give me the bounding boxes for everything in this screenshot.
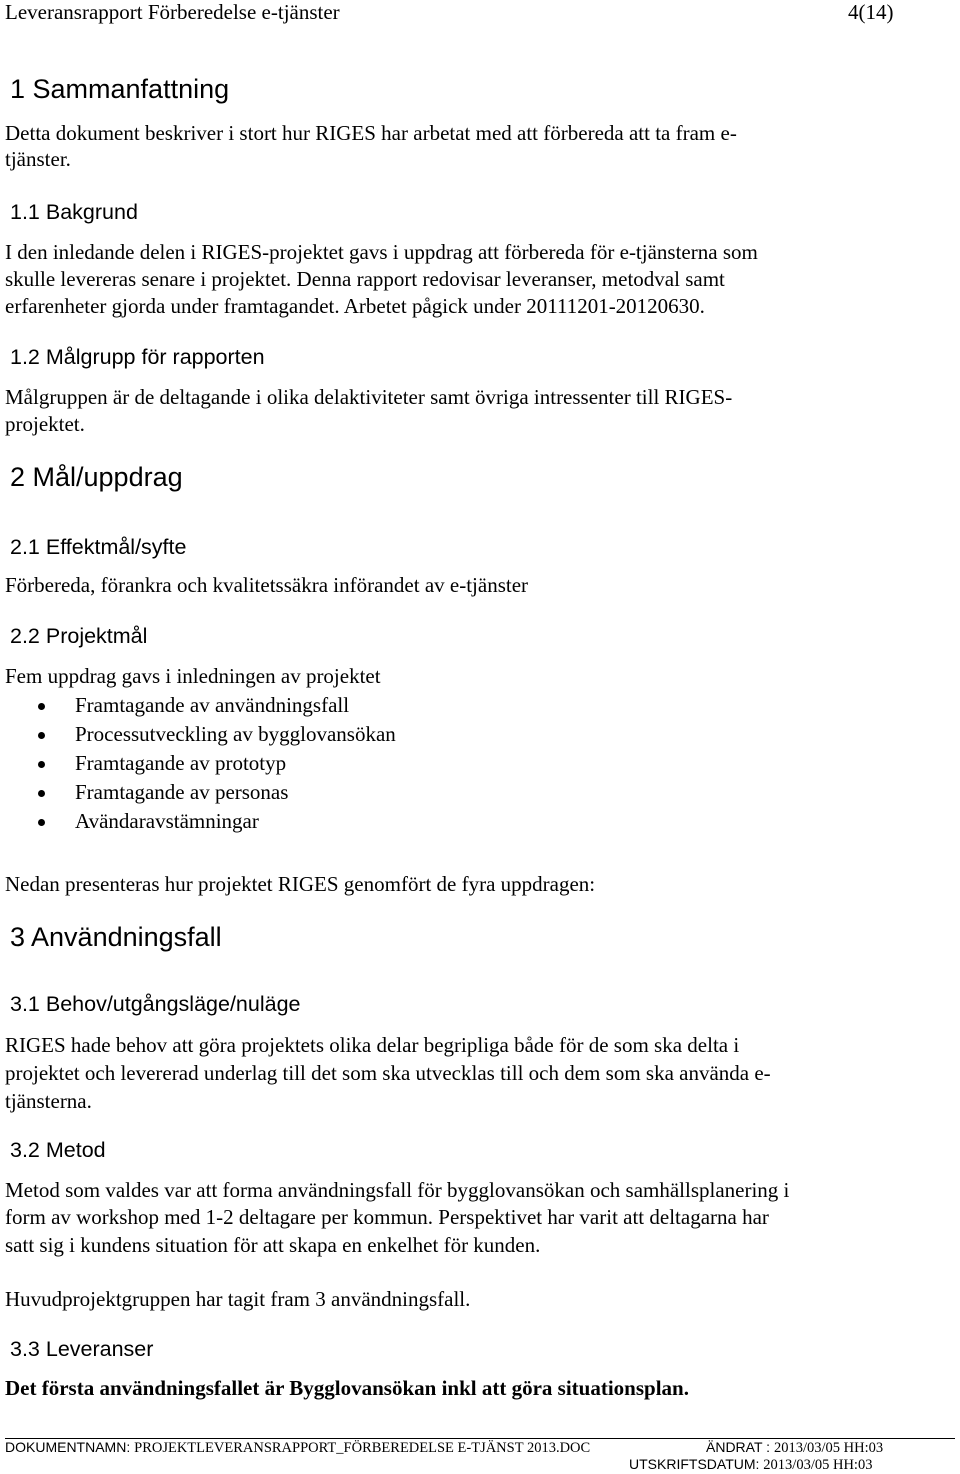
target-line-1: Målgruppen är de deltagande i olika delaktiviteter samt övriga intressenter till RIGES-: [5, 385, 733, 409]
heading-3-1: 3.1 Behov/utgångsläge/nuläge: [10, 992, 301, 1016]
target-line-2: projektet.: [5, 412, 85, 436]
footer-print-label: UTSKRIFTSDATUM:: [629, 1456, 764, 1472]
summary-line-2: tjänster.: [5, 147, 71, 171]
bullet-icon: [38, 819, 45, 826]
list-item: Framtagande av personas: [75, 780, 289, 804]
footer-doc-value: PROJEKTLEVERANSRAPPORT_FÖRBEREDELSE E-TJÄNST 2013.DOC: [134, 1440, 591, 1456]
effect-goal-text: Förbereda, förankra och kvalitetssäkra införandet av e-tjänster: [5, 573, 529, 597]
list-item: Processutveckling av bygglovansökan: [75, 722, 396, 746]
list-item: Framtagande av prototyp: [75, 751, 287, 775]
need-line-2: projektet och levererad underlag till det som ska utvecklas till och dem som ska använda e-: [5, 1061, 771, 1085]
footer-doc-label: DOKUMENTNAMN:: [5, 1439, 135, 1455]
footer-print-value: 2013/03/05 HH:03: [763, 1457, 873, 1473]
page-number: 4(14): [848, 0, 894, 24]
footer-document-name: [5, 1439, 590, 1457]
method-line-1: Metod som valdes var att forma användningsfall för bygglovansökan och samhällsplanering i: [5, 1178, 790, 1202]
heading-3-2: 3.2 Metod: [10, 1138, 106, 1162]
bullet-icon: [38, 790, 45, 797]
need-line-3: tjänsterna.: [5, 1089, 92, 1113]
method-line-2: form av workshop med 1-2 deltagare per kommun. Perspektivet har varit att deltagarna har: [5, 1205, 769, 1229]
header-title: Leveransrapport Förberedelse e-tjänster: [5, 0, 340, 24]
footer-changed: [706, 1439, 883, 1457]
heading-2: 2 Mål/uppdrag: [10, 462, 183, 492]
summary-line-1: Detta dokument beskriver i stort hur RIGES har arbetat med att förbereda att ta fram e-: [5, 121, 737, 145]
heading-3-3: 3.3 Leveranser: [10, 1337, 154, 1361]
bullet-icon: [38, 732, 45, 739]
background-line-1: I den inledande delen i RIGES-projektet gavs i uppdrag att förbereda för e-tjänsterna som: [5, 240, 758, 264]
list-item: Avändaravstämningar: [75, 809, 259, 833]
heading-1-1: 1.1 Bakgrund: [10, 200, 138, 224]
method-line-4: Huvudprojektgruppen har tagit fram 3 användningsfall.: [5, 1287, 471, 1311]
footer-changed-value: 2013/03/05 HH:03: [773, 1440, 884, 1456]
project-goal-intro: Fem uppdrag gavs i inledningen av projektet: [5, 664, 381, 688]
heading-3: 3 Användningsfall: [10, 922, 222, 952]
need-line-1: RIGES hade behov att göra projektets olika delar begripliga både för de som ska delta i: [5, 1033, 740, 1057]
bullet-icon: [38, 761, 45, 768]
project-goal-outro: Nedan presenteras hur projektet RIGES genomfört de fyra uppdragen:: [5, 872, 596, 896]
background-line-3: erfarenheter gjorda under framtagandet. Arbetet pågick under 20111201-20120630.: [5, 294, 705, 318]
footer-print-date: [629, 1456, 872, 1474]
method-line-3: satt sig i kundens situation för att skapa en enkelhet för kunden.: [5, 1233, 541, 1257]
heading-2-2: 2.2 Projektmål: [10, 624, 148, 648]
list-item: Framtagande av användningsfall: [75, 693, 350, 717]
deliveries-text: Det första användningsfallet är Bygglovansökan inkl att göra situationsplan.: [5, 1376, 689, 1400]
bullet-icon: [38, 703, 45, 710]
footer-changed-label: ÄNDRAT :: [706, 1439, 774, 1455]
heading-1-2: 1.2 Målgrupp för rapporten: [10, 345, 265, 369]
heading-1: 1 Sammanfattning: [10, 74, 230, 104]
background-line-2: skulle levereras senare i projektet. Denna rapport redovisar leveranser, metodval samt: [5, 267, 725, 291]
heading-2-1: 2.1 Effektmål/syfte: [10, 535, 187, 559]
